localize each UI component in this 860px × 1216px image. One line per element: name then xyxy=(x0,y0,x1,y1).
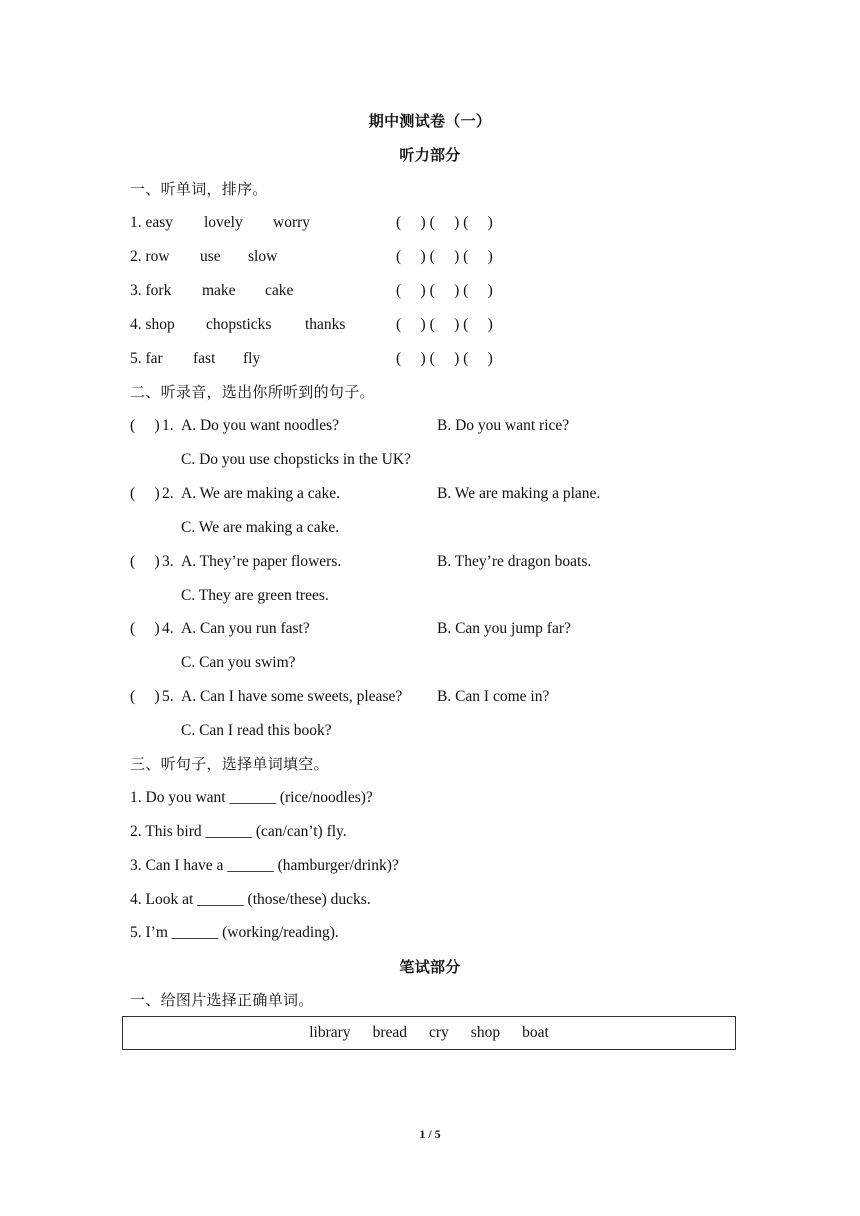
section1-heading: 一、听单词，排序。 xyxy=(130,180,268,198)
item-number: 1. xyxy=(130,214,142,231)
item-number: 4. xyxy=(130,316,142,333)
option-b: B. We are making a plane. xyxy=(437,485,601,502)
item-number: 3. xyxy=(130,282,142,299)
word: lovely xyxy=(204,214,243,231)
word: cake xyxy=(265,282,294,299)
option-b: B. Can I come in? xyxy=(437,688,550,705)
option-c: C. Can I read this book? xyxy=(181,722,332,739)
option-c: C. They are green trees. xyxy=(181,587,329,604)
word-bank-item: shop xyxy=(470,1024,501,1041)
section3-heading: 三、听句子，选择单词填空。 xyxy=(130,755,329,773)
answer-bracket[interactable]: ( ) xyxy=(130,688,160,705)
writing-section1-heading: 一、给图片选择正确单词。 xyxy=(130,991,314,1009)
writing-section-title: 笔试部分 xyxy=(399,958,461,976)
fill-blank-sentence[interactable]: 1. Do you want ______ (rice/noodles)? xyxy=(130,789,373,806)
word: far xyxy=(145,350,163,367)
word-bank-item: boat xyxy=(522,1024,549,1041)
word: fly xyxy=(243,350,261,367)
fill-blank-sentence[interactable]: 2. This bird ______ (can/can’t) fly. xyxy=(130,823,347,840)
question-number: 1. xyxy=(162,417,174,434)
option-b: B. Can you jump far? xyxy=(437,620,571,637)
answer-brackets[interactable]: ( ) ( ) ( ) xyxy=(396,350,493,367)
answer-bracket[interactable]: ( ) xyxy=(130,620,160,637)
word: easy xyxy=(145,214,174,231)
option-a: A. Can you run fast? xyxy=(181,620,310,637)
word: shop xyxy=(145,316,175,333)
word: fast xyxy=(193,350,216,367)
fill-blank-sentence[interactable]: 3. Can I have a ______ (hamburger/drink)? xyxy=(130,857,399,874)
fill-blank-sentence[interactable]: 4. Look at ______ (those/these) ducks. xyxy=(130,891,371,908)
item-number: 5. xyxy=(130,350,142,367)
option-c: C. We are making a cake. xyxy=(181,519,340,536)
question-number: 5. xyxy=(162,688,174,705)
option-a: A. We are making a cake. xyxy=(181,485,340,502)
listening-section-title: 听力部分 xyxy=(399,146,461,164)
option-b: B. Do you want rice? xyxy=(437,417,570,434)
word: thanks xyxy=(305,316,346,333)
word-bank-item: cry xyxy=(428,1024,449,1041)
word-bank-item: bread xyxy=(372,1024,407,1041)
word: slow xyxy=(248,248,278,265)
word-bank-box xyxy=(122,1016,736,1050)
answer-bracket[interactable]: ( ) xyxy=(130,553,160,570)
item-number: 2. xyxy=(130,248,142,265)
word-bank-item: library xyxy=(309,1024,351,1041)
option-a: A. They’re paper flowers. xyxy=(181,553,342,570)
page-number: 1 / 5 xyxy=(419,1127,441,1141)
question-number: 4. xyxy=(162,620,174,637)
question-number: 2. xyxy=(162,485,174,502)
answer-brackets[interactable]: ( ) ( ) ( ) xyxy=(396,214,493,231)
answer-bracket[interactable]: ( ) xyxy=(130,417,160,434)
fill-blank-sentence[interactable]: 5. I’m ______ (working/reading). xyxy=(130,924,339,941)
word: chopsticks xyxy=(206,316,272,333)
answer-brackets[interactable]: ( ) ( ) ( ) xyxy=(396,248,493,265)
question-number: 3. xyxy=(162,553,174,570)
word: use xyxy=(200,248,221,265)
word: fork xyxy=(145,282,172,299)
answer-bracket[interactable]: ( ) xyxy=(130,485,160,502)
answer-brackets[interactable]: ( ) ( ) ( ) xyxy=(396,316,493,333)
word: make xyxy=(202,282,236,299)
word: row xyxy=(145,248,170,265)
page-title: 期中测试卷（一） xyxy=(368,112,492,130)
word: worry xyxy=(273,214,311,231)
answer-brackets[interactable]: ( ) ( ) ( ) xyxy=(396,282,493,299)
section2-heading: 二、听录音，选出你所听到的句子。 xyxy=(130,383,375,401)
option-c: C. Can you swim? xyxy=(181,654,296,671)
option-a: A. Can I have some sweets, please? xyxy=(181,688,403,705)
option-a: A. Do you want noodles? xyxy=(181,417,339,434)
option-b: B. They’re dragon boats. xyxy=(437,553,592,570)
option-c: C. Do you use chopsticks in the UK? xyxy=(181,451,411,468)
